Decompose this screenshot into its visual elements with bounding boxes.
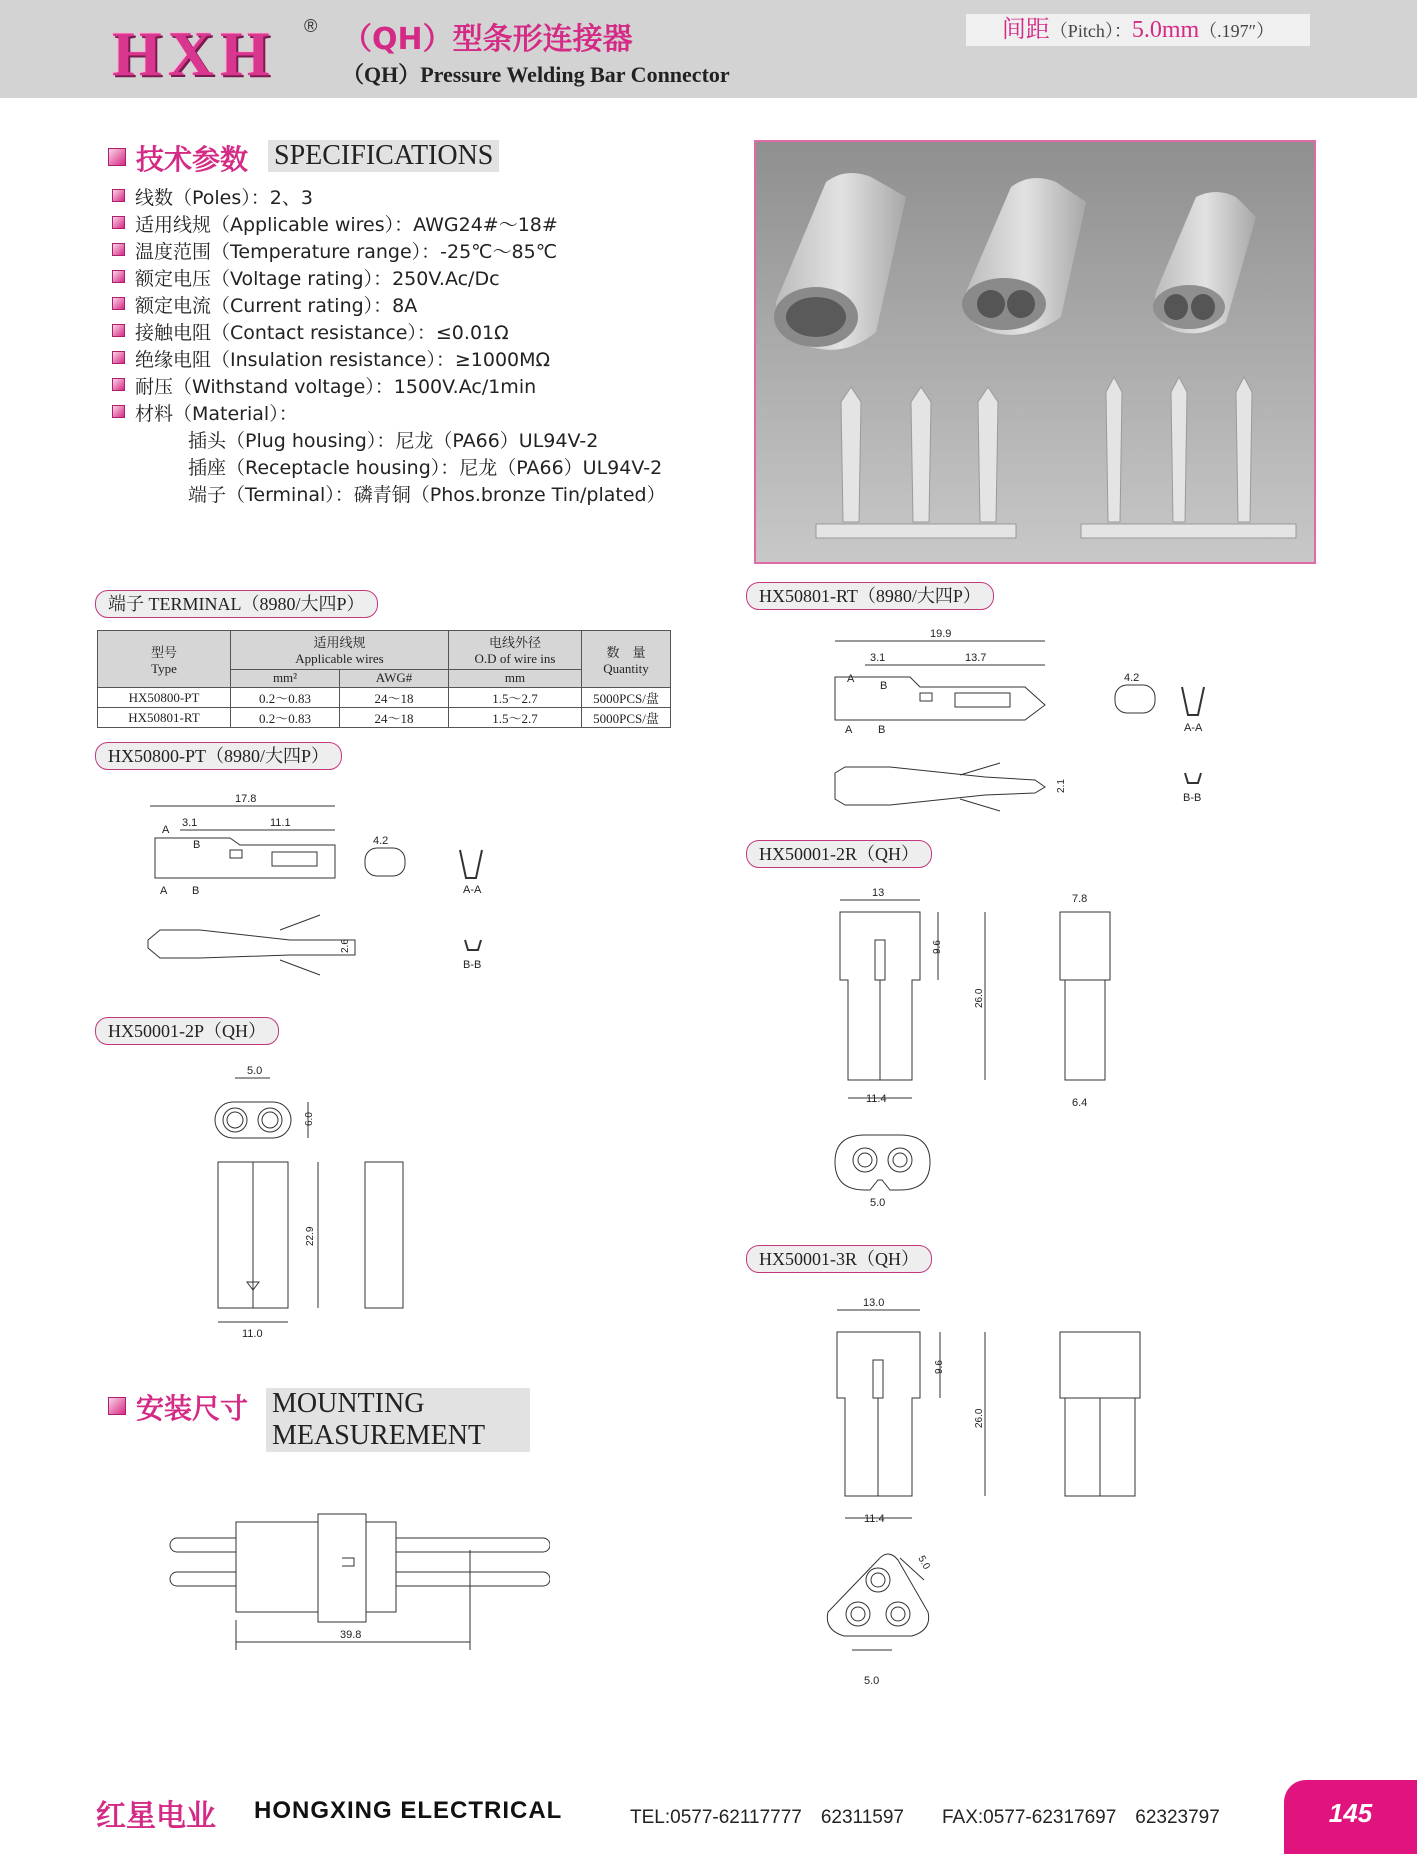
header-qty-cn: 数 量 [606,644,646,660]
bullet-icon [112,243,125,256]
terminal-table [97,630,671,728]
pt-d1-dim: 3.1 [182,817,198,829]
cell-type: HX50801-RT [98,708,231,728]
r3-drawing [820,1290,1160,1700]
r3-bw-dim: 11.4 [864,1513,885,1525]
terminal-table-caption: 端子 TERMINAL（8980/大四P） [95,590,378,618]
pt-section-bb [465,940,481,950]
header-qty-en: Quantity [603,660,649,676]
cell-awg: 24～18 [340,708,449,728]
rt-section-aa [1182,687,1204,715]
pt-a-top: A [162,824,170,836]
title-english: （QH）Pressure Welding Bar Connector [342,62,730,87]
rt-overall-dim: 19.9 [930,628,952,640]
table-row [98,688,671,708]
cell-qty: 5000PCS/盘 [582,688,671,708]
r3-pitch2-dim: 5.0 [915,1554,932,1572]
bullet-icon [112,351,125,364]
rt-a-top: A [847,673,855,685]
material-item: 端子（Terminal）：磷青铜（Phos.bronze Tin/plated） [188,484,666,506]
p2-len-dim: 22.9 [305,1226,316,1246]
rt-drawing [820,625,1220,815]
p2-w-dim: 11.0 [242,1328,263,1340]
spec-item: 额定电压（Voltage rating）：250V.Ac/Dc [135,268,500,290]
pt-b-top: B [193,839,201,851]
mounting-drawing [160,1510,550,1660]
pt-a-bottom: A [160,885,168,897]
rt-d2-dim: 13.7 [965,652,987,664]
pt-section-aa [460,850,482,878]
header-od-cn: 电线外径 [488,635,541,651]
r2-slot-dim: 9.6 [932,940,943,954]
pt-aa-label: A-A [463,884,482,896]
pitch-value: 5.0mm [1131,17,1200,43]
header-wires-cn: 适用线规 [313,635,366,651]
r2-sw-dim: 6.4 [1072,1097,1088,1109]
spec-item: 额定电流（Current rating）：8A [135,295,418,317]
rt-b-top: B [880,680,888,692]
title-chinese: （QH）型条形连接器 [342,22,633,57]
r2-label: HX50001-2R（QH） [746,840,932,868]
mounting-title-cn: 安装尺寸 [136,1392,249,1425]
spec-item: 温度范围（Temperature range）：-25℃～85℃ [135,241,558,263]
r3-pitch-dim: 5.0 [864,1675,880,1687]
pt-bb-label: B-B [463,959,482,971]
pt-end-view [365,848,405,876]
header-od-en: O.D of wire ins [474,651,556,667]
p2-pitch-dim: 5.0 [247,1065,263,1077]
r2-drawing [820,880,1140,1220]
specs-title-cn: 技术参数 [136,143,249,176]
cell-mm2: 0.2～0.83 [231,708,340,728]
r3-slot-dim: 9.6 [934,1360,945,1374]
r3-len-dim: 26.0 [974,1408,985,1428]
r2-len-dim: 26.0 [974,988,985,1008]
registered-mark: ® [304,16,318,36]
pitch-inch: （.197″） [1199,21,1275,41]
bullet-icon [112,324,125,337]
bullet-icon [112,378,125,391]
footer-contact: TEL:0577-62117777 62311597 FAX:0577-62317697 62323797 [630,1807,1220,1828]
spec-item: 线数（Poles）：2、3 [135,187,313,209]
material-item: 插座（Receptacle housing）：尼龙（PA66）UL94V-2 [188,457,663,479]
pt-top-view [148,930,355,958]
material-item: 插头（Plug housing）：尼龙（PA66）UL94V-2 [188,430,599,452]
header-mm: mm [449,669,582,687]
rt-aa-label: A-A [1184,722,1203,734]
pt-drawing [130,790,510,980]
spec-item: 适用线规（Applicable wires）：AWG24#～18# [135,214,558,236]
product-photo [754,140,1316,564]
mounting-length-dim: 39.8 [340,1629,362,1641]
connector-mating [318,1514,366,1622]
pt-b-bottom: B [192,885,200,897]
brand-logo: HXH [112,18,276,89]
header-od [449,631,582,670]
pitch-cn: 间距 [1001,17,1050,43]
rt-a-bottom: A [845,724,853,736]
rt-label: HX50801-RT（8980/大四P） [746,582,994,610]
cell-qty: 5000PCS/盘 [582,708,671,728]
rt-side-view [835,677,1045,720]
pt-side-view [155,838,335,878]
p2-label: HX50001-2P（QH） [95,1017,279,1045]
product-photo-art [756,142,1314,562]
footer-company-en: HONGXING ELECTRICAL [254,1797,563,1824]
mounting-title-en [266,1388,530,1452]
header-qty [582,631,671,688]
cell-awg: 24～18 [340,688,449,708]
header-awg: AWG# [340,669,449,687]
bullet-icon [112,405,125,418]
pt-label: HX50800-PT（8980/大四P） [95,742,342,770]
header-wires [231,631,449,670]
specs-title-en: SPECIFICATIONS [268,140,499,172]
pt-d2-dim: 11.1 [270,817,291,829]
rt-bb-label: B-B [1183,792,1202,804]
section-marker-icon [108,148,126,166]
connector-body [236,1522,396,1612]
rt-top-view [835,767,1045,805]
r2-pitch-dim: 5.0 [870,1197,886,1209]
rt-end-view [1115,685,1155,713]
spec-item: 接触电阻（Contact resistance）：≤0.01Ω [135,322,509,344]
cell-type: HX50800-PT [98,688,231,708]
p2-drawing [200,1060,440,1350]
r2-end-view [835,1135,930,1190]
cell-od: 1.5～2.7 [449,708,582,728]
spec-item: 材料（Material）： [135,403,298,425]
table-row [98,708,671,728]
header-type-en: Type [151,660,177,676]
rt-d1-dim: 3.1 [870,652,886,664]
cell-od: 1.5～2.7 [449,688,582,708]
header-mm2: mm² [231,669,340,687]
bullet-icon [112,189,125,202]
pitch-label: （Pitch）： [1049,21,1132,41]
spec-item: 耐压（Withstand voltage）：1500V.Ac/1min [135,376,537,398]
pt-w-dim: 4.2 [373,835,389,847]
footer-company-cn: 红星电业 [96,1799,216,1834]
table-header-row [98,631,671,670]
mounting-title-en-2: MEASUREMENT [272,1420,524,1452]
r2-bw-dim: 11.4 [866,1093,887,1105]
header-wires-en: Applicable wires [295,651,384,667]
pt-h-dim: 2.6 [340,939,351,953]
bullet-icon [112,270,125,283]
p2-side-view [365,1162,403,1308]
r2-side-view [1060,912,1110,1080]
r3-w-dim: 13.0 [863,1297,885,1309]
spec-item: 绝缘电阻（Insulation resistance）：≥1000MΩ [135,349,551,371]
rt-b-bottom: B [878,724,886,736]
header-type [98,631,231,688]
header-type-cn: 型号 [150,644,177,660]
r3-label: HX50001-3R（QH） [746,1245,932,1273]
page-number: 145 [1284,1780,1417,1854]
p2-end-view [215,1102,291,1138]
bullet-icon [112,297,125,310]
rt-w-dim: 4.2 [1124,672,1140,684]
cell-mm2: 0.2～0.83 [231,688,340,708]
pt-overall-dim: 17.8 [235,793,257,805]
r3-end-view [827,1554,928,1636]
bullet-icon [112,216,125,229]
rt-section-bb [1185,773,1201,783]
r2-side-dim: 7.8 [1072,893,1088,905]
terminal-strip-1 [816,387,1016,538]
mounting-title-en-1: MOUNTING [272,1388,524,1420]
rt-h-dim: 2.1 [1056,779,1067,793]
r2-w-dim: 13 [872,887,885,899]
p2-h-dim: 6.0 [304,1112,315,1126]
pitch-box [966,14,1310,46]
section-marker-icon [108,1397,126,1415]
